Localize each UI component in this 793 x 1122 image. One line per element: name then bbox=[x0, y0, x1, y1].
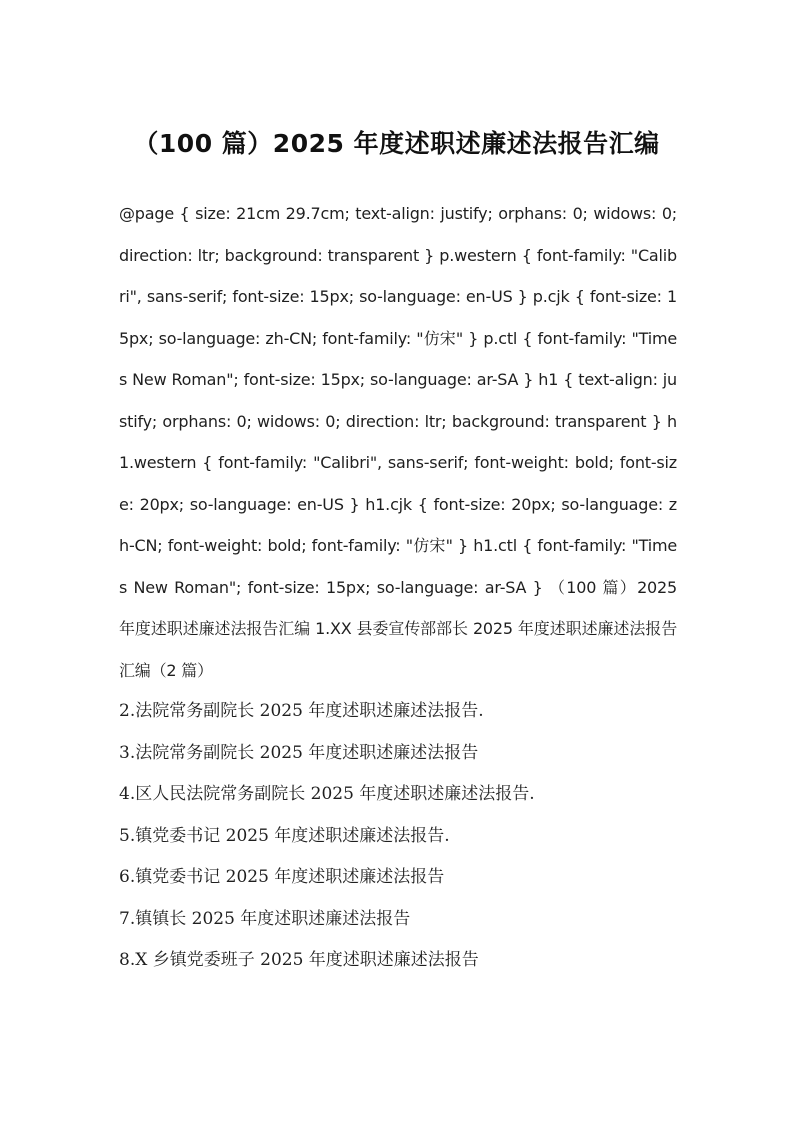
list-item-6: 6.镇党委书记 2025 年度述职述廉述法报告 bbox=[119, 867, 445, 887]
list-item-7: 7.镇镇长 2025 年度述职述廉述法报告 bbox=[119, 908, 411, 929]
css-style-paragraph: @page { size: 21cm 29.7cm; text-align: justify; orphans: 0; widows: 0; direction: ltr; background: transparent } p.western { font-family: "Calibri", sans-serif; font-size: 15px; so-language: en-US } p.cjk { font-size: 15px; so-language: zh-CN; font-family: "仿宋" } p.ctl { font-family: "Times New Roman"; font-size: 15px; so-language: ar-SA } h1 { text-align: justify; orphans: 0; widows: 0; direction: ltr; background: transparent } h1.western { font-family: "Calibri", sans-serif; font-weight: bold; font-size: 20px; so-language: en-US } h1.cjk { font-size: 20px; so-language: zh-CN; font-weight: bold; font-family: "仿宋" } h1.ctl { font-family: "Times New Roman"; font-size: 15px; so-language: ar-SA } （100 篇）2025 年度述职述廉述法报告汇编 1.XX 县委宣传部部长 2025 年度述职述廉述法报告汇编（2 篇） bbox=[119, 204, 677, 680]
list-item-2: 2.法院常务副院长 2025 年度述职述廉述法报告. bbox=[119, 701, 484, 721]
document-body bbox=[119, 193, 677, 982]
document-title: （100 篇）2025 年度述职述廉述法报告汇编 bbox=[133, 129, 660, 158]
list-item-4: 4.区人民法院常务副院长 2025 年度述职述廉述法报告. bbox=[119, 784, 535, 804]
list-item-5: 5.镇党委书记 2025 年度述职述廉述法报告. bbox=[119, 825, 450, 846]
list-item-8: 8.X 乡镇党委班子 2025 年度述职述廉述法报告 bbox=[119, 950, 479, 970]
list-item-3: 3.法院常务副院长 2025 年度述职述廉述法报告 bbox=[119, 742, 479, 763]
